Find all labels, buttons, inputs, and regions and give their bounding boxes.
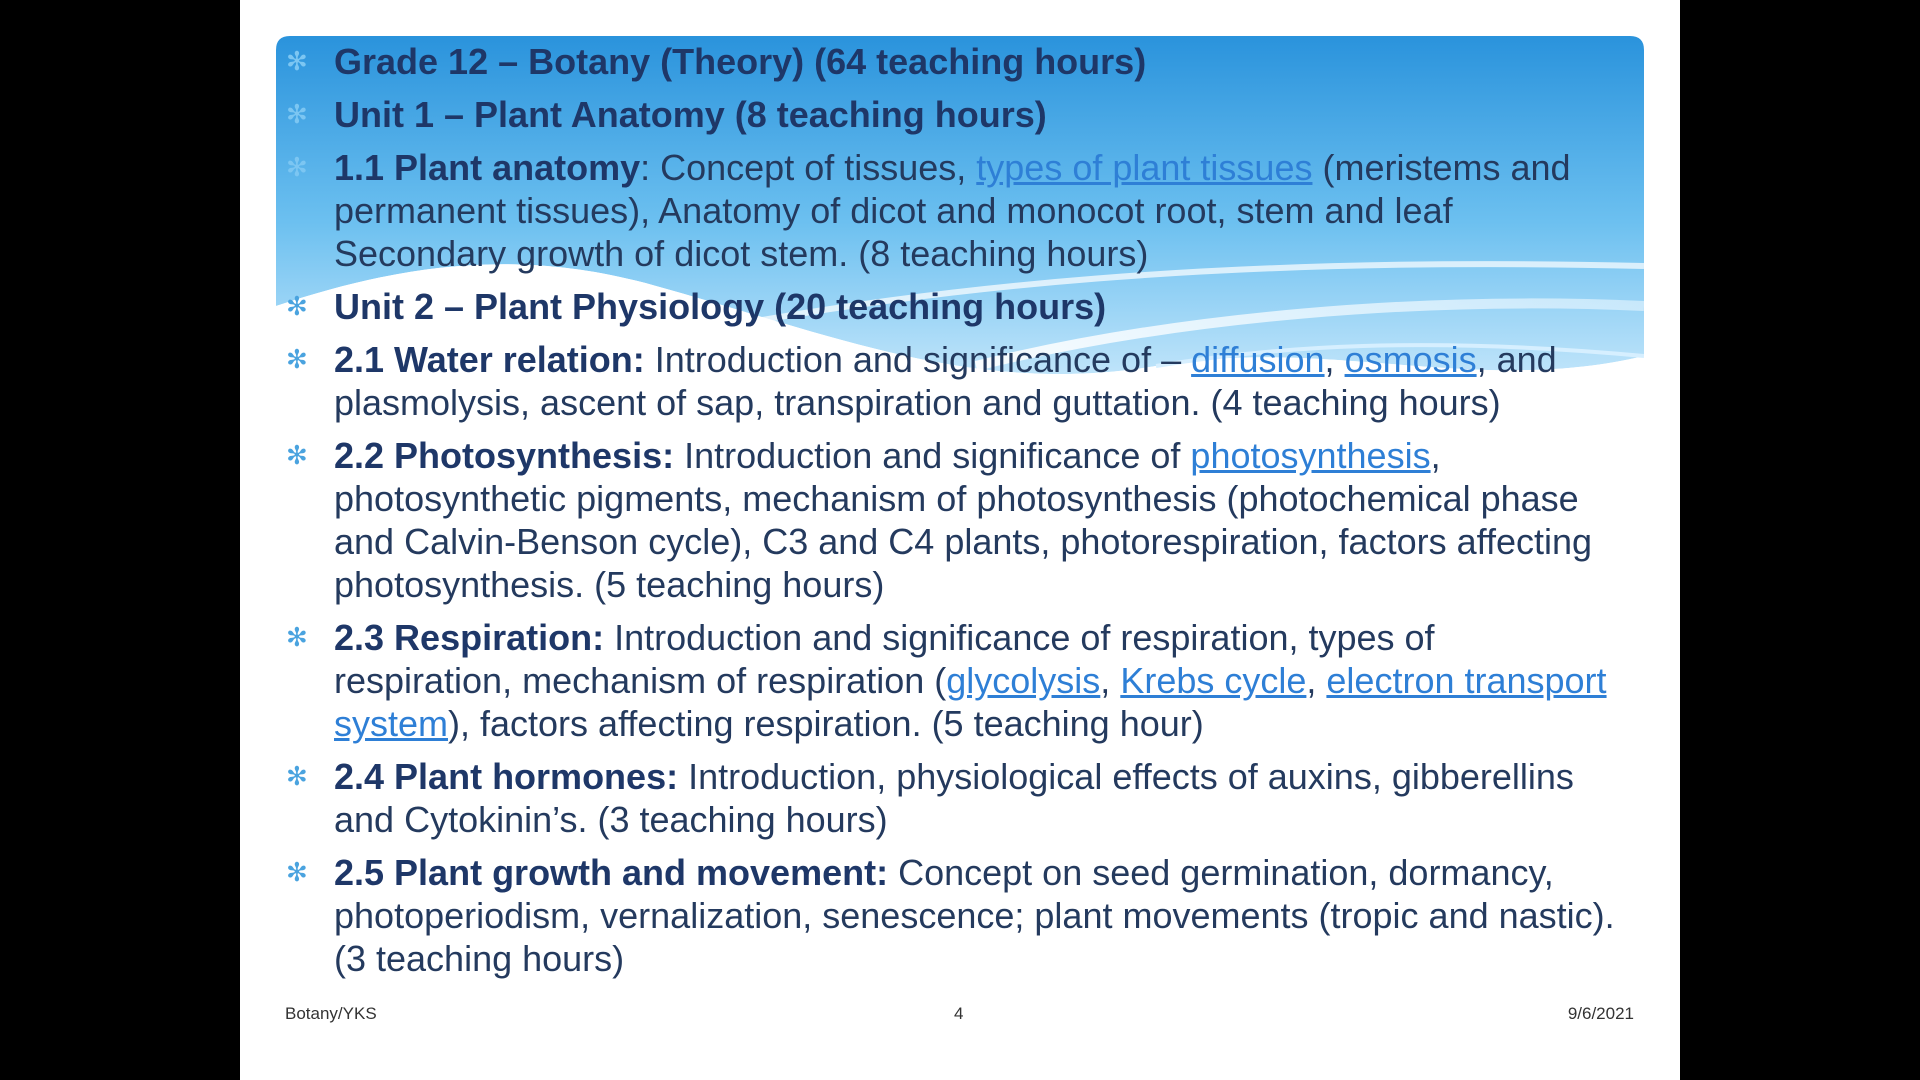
bullet-icon: ✻ <box>286 291 308 321</box>
section-2-3-title: 2.3 Respiration: <box>334 617 605 658</box>
bullet-icon: ✻ <box>286 99 308 129</box>
footer-author: Botany/YKS <box>285 1004 377 1023</box>
section-2-1-title: 2.1 Water relation: <box>334 339 645 380</box>
section-2-2 <box>276 434 1616 606</box>
unit2-title: Unit 2 – Plant Physiology (20 teaching hours) <box>334 286 1107 327</box>
section-1-1-title: 1.1 Plant anatomy <box>334 147 641 188</box>
section-2-3-text: ), factors affecting respiration. (5 teaching hour) <box>448 703 1204 744</box>
grade-title: Grade 12 – Botany (Theory) (64 teaching hours) <box>334 41 1147 82</box>
bullet-icon: ✻ <box>286 344 308 374</box>
section-2-2-text: Introduction and significance of <box>674 435 1191 476</box>
link-glycolysis[interactable]: glycolysis <box>946 660 1101 701</box>
section-2-3-text: Introduction and significance of respiration, types of respiration, mechanism of respiration ( <box>334 617 1435 701</box>
section-2-3 <box>276 616 1616 745</box>
unit1-heading <box>276 93 1616 136</box>
section-2-5-text: Concept on seed germination, dormancy, photoperiodism, vernalization, senescence; plant movements (tropic and nastic). (3 teaching hours) <box>334 852 1615 979</box>
link-types-of-plant-tissues[interactable]: types of plant tissues <box>976 147 1313 188</box>
section-2-1-text: , and plasmolysis, ascent of sap, transpiration and guttation. (4 teaching hours) <box>334 339 1557 423</box>
section-2-2-text: , photosynthetic pigments, mechanism of photosynthesis (photochemical phase and Calvin-Benson cycle), C3 and C4 plants, photorespiration, factors affecting photosynthesis. (5 teaching hours) <box>334 435 1593 605</box>
link-diffusion[interactable]: diffusion <box>1191 339 1325 380</box>
footer-page-number: 4 <box>954 1004 964 1023</box>
section-2-4-text: Introduction, physiological effects of auxins, gibberellins and Cytokinin’s. (3 teaching hours) <box>334 756 1574 840</box>
bullet-icon: ✻ <box>286 761 308 791</box>
unit1-title: Unit 1 – Plant Anatomy (8 teaching hours) <box>334 94 1047 135</box>
grade-heading <box>276 40 1616 83</box>
section-1-1-text: : Concept of tissues, <box>640 147 977 188</box>
link-electron-transport-system[interactable]: electron transport system <box>334 660 1607 744</box>
bullet-icon: ✻ <box>286 622 308 652</box>
link-krebs-cycle[interactable]: Krebs cycle <box>1120 660 1307 701</box>
section-2-3-text: , <box>1306 660 1327 701</box>
slide-content <box>276 40 1616 990</box>
section-1-1-text: (meristems and permanent tissues), Anatomy of dicot and monocot root, stem and leaf Secondary growth of dicot stem. (8 teaching hours) <box>334 147 1571 274</box>
section-2-4 <box>276 755 1616 841</box>
footer-date: 9/6/2021 <box>1567 1004 1634 1023</box>
section-2-5-title: 2.5 Plant growth and movement: <box>334 852 889 893</box>
bullet-icon: ✻ <box>286 152 308 182</box>
bullet-icon: ✻ <box>286 46 308 76</box>
section-2-2-title: 2.2 Photosynthesis: <box>334 435 675 476</box>
unit2-heading <box>276 285 1616 328</box>
section-2-4-title: 2.4 Plant hormones: <box>334 756 679 797</box>
section-2-1-text: , <box>1324 339 1345 380</box>
link-osmosis[interactable]: osmosis <box>1344 339 1477 380</box>
slide <box>240 0 1680 1080</box>
bullet-icon: ✻ <box>286 857 308 887</box>
bullet-icon: ✻ <box>286 440 308 470</box>
section-2-5 <box>276 851 1616 980</box>
section-2-1-text: Introduction and significance of – <box>644 339 1192 380</box>
section-1-1 <box>276 146 1616 275</box>
section-2-3-text: , <box>1100 660 1121 701</box>
link-photosynthesis[interactable]: photosynthesis <box>1190 435 1431 476</box>
section-2-1 <box>276 338 1616 424</box>
